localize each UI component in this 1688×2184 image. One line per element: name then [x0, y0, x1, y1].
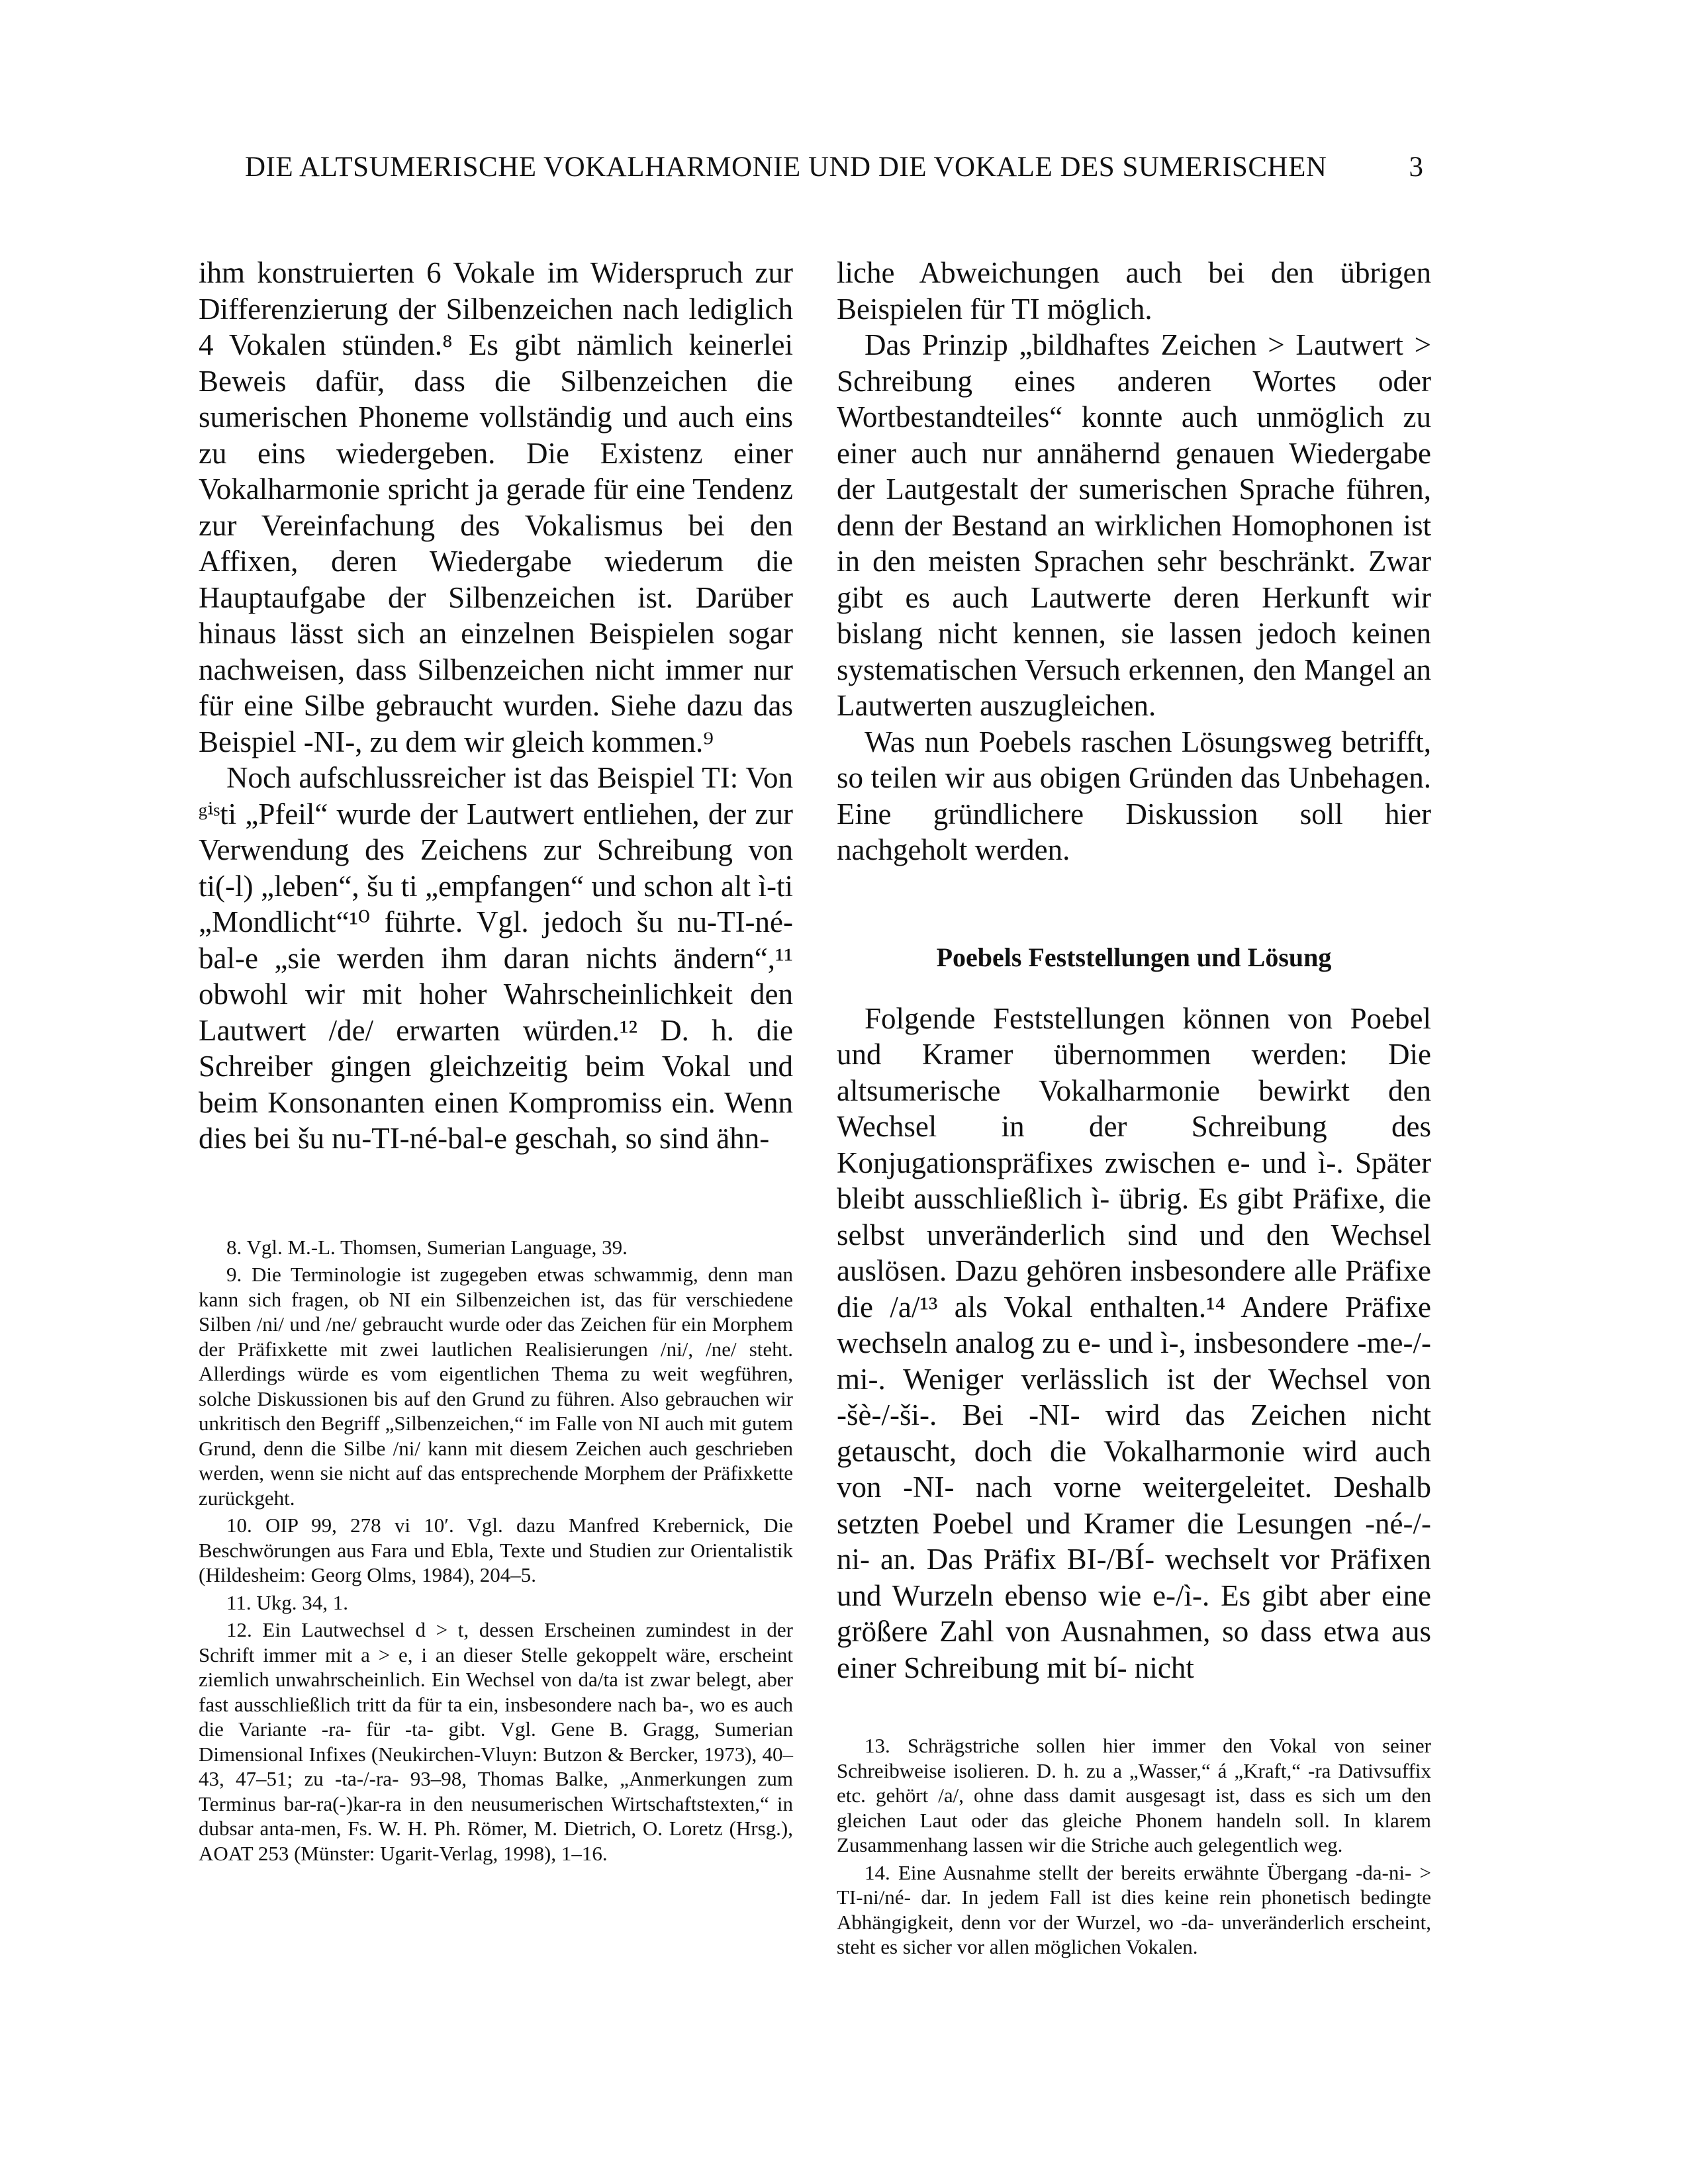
- footnote-9: 9. Die Terminologie ist zugegeben etwas schwammig, denn man kann sich fragen, ob NI ein Silbenzeichen ist, das für verschiedene Silben /ni/ und /ne/ gebraucht wurde oder das Zeichen für ein Morphem der Präfixkette mit zwei lautlichen Realisierungen /ni/, /ne/ steht. Allerdings würde es vom eigentlichen Thema zu weit wegführen, solche Diskussionen bis auf den Grund zu führen. Also gebrauchen wir unkritisch den Begriff „Silbenzeichen,“ im Falle von NI auch mit gutem Grund, denn die Silbe /ni/ kann mit diesem Zeichen auch geschrieben werden, wenn sie nicht auf das entsprechende Morphem der Präfixkette zurückgeht.: [199, 1263, 793, 1510]
- footnote-12: 12. Ein Lautwechsel d > t, dessen Erscheinen zumindest in der Schrift immer mit a > e, i an dieser Stelle gekoppelt wäre, erscheint ziemlich unwahrscheinlich. Ein Wechsel von da/ta ist zwar belegt, aber fast ausschließlich tritt da für ta ein, insbesondere nach ba-, wo es auch die Variante -ra- für -ta- gibt. Vgl. Gene B. Gragg, Sumerian Dimensional Infixes (Neukirchen-Vluyn: Butzon & Bercker, 1973), 40–43, 47–51; zu -ta-/-ra- 93–98, Thomas Balke, „Anmerkungen zum Terminus bar-ra(-)kar-ra in den neusumerischen Wirtschaftstexten,“ in dubsar anta-men, Fs. W. H. Ph. Römer, M. Dietrich, O. Loretz (Hrsg.), AOAT 253 (Münster: Ugarit-Verlag, 1998), 1–16.: [199, 1618, 793, 1865]
- footnote-13: 13. Schrägstriche sollen hier immer den Vokal von seiner Schreibweise isolieren. D. h. zu a „Wasser,“ á „Kraft,“ -ra Dativsuffix etc. gehört /a/, ohne dass damit ausgesagt ist, dass es sich um den gleichen Laut oder das gleiche Phonem handeln soll. In klarem Zusammenhang lassen wir die Striche auch gelegentlich weg.: [837, 1734, 1431, 1856]
- body-paragraph: liche Abweichungen auch bei den übrigen Beispielen für TI möglich.: [837, 256, 1431, 326]
- body-paragraph: Noch aufschlussreicher ist das Beispiel TI: Von ᵍⁱˢti „Pfeil“ wurde der Lautwert entliehen, der zur Verwendung des Zeichens zur Schreibung von ti(-l) „leben“, šu ti „empfangen“ und schon alt ì-ti „Mondlicht“¹⁰ führte. Vgl. jedoch šu nu-TI-né-bal-e „sie werden ihm daran nichts ändern“,¹¹ obwohl wir mit hoher Wahrscheinlichkeit den Lautwert /de/ erwarten würden.¹² D. h. die Schreiber gingen gleichzeitig beim Vokal und beim Konsonanten einen Kompromiss ein. Wenn dies bei šu nu-TI-né-bal-e geschah, so sind ähn-: [199, 761, 793, 1155]
- left-column: [199, 255, 793, 1866]
- footnote-8: 8. Vgl. M.-L. Thomsen, Sumerian Language, 39.: [226, 1235, 628, 1259]
- right-footnotes: [837, 1733, 1431, 1960]
- right-column: [837, 255, 1431, 1960]
- left-body-text: [199, 255, 793, 1157]
- footnote-10: 10. OIP 99, 278 vi 10′. Vgl. dazu Manfred Krebernick, Die Beschwörungen aus Fara und Ebla, Texte und Studien zur Orientalistik (Hildesheim: Georg Olms, 1984), 204–5.: [199, 1514, 793, 1586]
- body-paragraph: Das Prinzip „bildhaftes Zeichen > Lautwert > Schreibung eines anderen Wortes oder Wortbestandteiles“ konnte auch unmöglich zu einer auch nur annähernd genauen Wiedergabe der Lautgestalt der sumerischen Sprache führen, denn der Bestand an wirklichen Homophonen ist in den meisten Sprachen sehr beschränkt. Zwar gibt es auch Lautwerte deren Herkunft wir bislang nicht kennen, sie lassen jedoch keinen systematischen Versuch erkennen, den Mangel an Lautwerten auszugleichen.: [837, 328, 1431, 722]
- running-head: [245, 151, 1423, 197]
- footnote-11: 11. Ukg. 34, 1.: [226, 1590, 348, 1614]
- right-body-text: [837, 255, 1431, 1686]
- body-paragraph: ihm konstruierten 6 Vokale im Widerspruch zur Differenzierung der Silbenzeichen nach lediglich 4 Vokalen stünden.⁸ Es gibt nämlich keinerlei Beweis dafür, dass die Silbenzeichen die sumerischen Phoneme vollständig und auch eins zu eins wiedergeben. Die Existenz einer Vokalharmonie spricht ja gerade für eine Tendenz zur Vereinfachung des Vokalismus bei den Affixen, deren Wiedergabe wiederum die Hauptaufgabe der Silbenzeichen ist. Darüber hinaus lässt sich an einzelnen Beispielen sogar nachweisen, dass Silbenzeichen nicht immer nur für eine Silbe gebraucht wurden. Siehe dazu das Beispiel -NI-, zu dem wir gleich kommen.⁹: [199, 256, 793, 758]
- left-footnotes: [199, 1235, 793, 1866]
- footnote-14: 14. Eine Ausnahme stellt der bereits erwähnte Übergang -da-ni- > TI-ni/né- dar. In jedem Fall ist dies keine rein phonetisch bedingte Abhängigkeit, denn vor der Wurzel, wo -da- unveränderlich erscheint, steht es sicher vor allen möglichen Vokalen.: [837, 1860, 1431, 1958]
- running-title: DIE ALTSUMERISCHE VOKALHARMONIE UND DIE VOKALE DES SUMERISCHEN: [245, 152, 1327, 183]
- page-number: 3: [1409, 152, 1423, 183]
- section-heading: Poebels Feststellungen und Lösung: [936, 942, 1332, 972]
- body-paragraph: Folgende Feststellungen können von Poebel und Kramer übernommen werden: Die altsumerische Vokalharmonie bewirkt den Wechsel in der Schreibung des Konjugationspräfixes zwischen e- und ì-. Später bleibt ausschließlich ì- übrig. Es gibt Präfixe, die selbst unveränderlich sind und den Wechsel auslösen. Dazu gehören insbesondere alle Präfixe die /a/¹³ als Vokal enthalten.¹⁴ Andere Präfixe wechseln analog zu e- und ì-, insbesondere -me-/-mi-. Weniger verlässlich ist der Wechsel von -šè-/-ši-. Bei -NI- wird das Zeichen nicht getauscht, doch die Vokalharmonie wird auch von -NI- nach vorne weitergeleitet. Deshalb setzten Poebel und Kramer die Lesungen -né-/-ni- an. Das Präfix BI-/BÍ- wechselt vor Präfixen und Wurzeln ebenso wie e-/ì-. Es gibt aber eine größere Zahl von Ausnahmen, so dass etwa aus einer Schreibung mit bí- nicht: [837, 1001, 1431, 1684]
- body-paragraph: Was nun Poebels raschen Lösungsweg betrifft, so teilen wir aus obigen Gründen das Unbehagen. Eine gründlichere Diskussion soll hier nachgeholt werden.: [837, 725, 1431, 866]
